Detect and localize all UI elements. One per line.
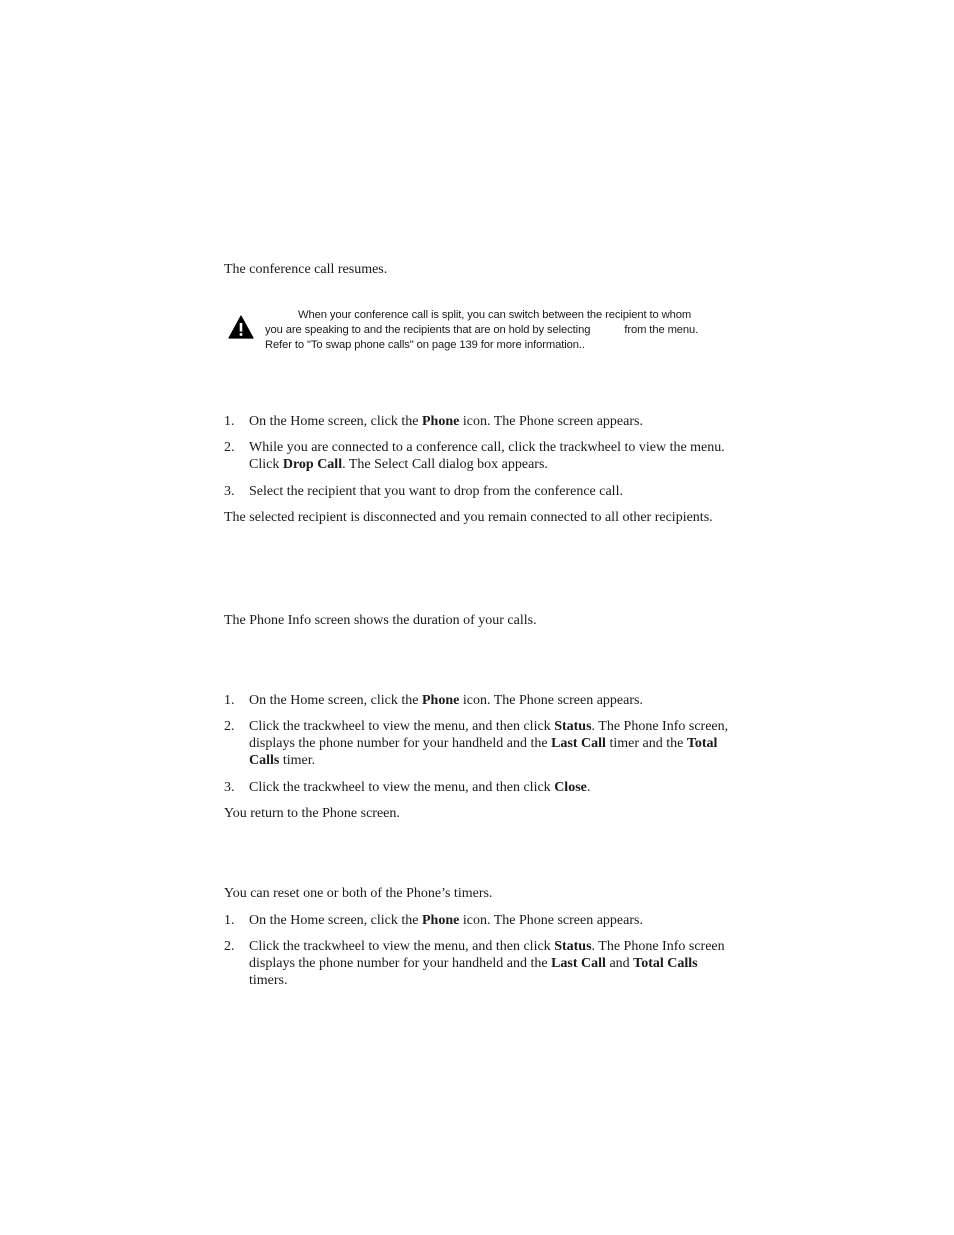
step-text-bold: Last Call [551, 736, 606, 751]
step-text-bold: Total Calls [249, 736, 718, 768]
step-text-part: and [605, 956, 634, 971]
step-text-part: Click the trackwheel to view the menu, and then click [249, 780, 555, 795]
step-text [249, 718, 734, 769]
step-number: 3. [224, 780, 235, 795]
note-line-2b: from the menu. [624, 324, 699, 336]
step-text-part: . The Select Call dialog box appears. [342, 457, 548, 472]
drop-result-text: The selected recipient is disconnected and you remain connected to all other recipients. [224, 510, 713, 525]
resumes-text: The conference call resumes. [224, 262, 388, 277]
step-text-bold: Status [554, 719, 592, 734]
step-number: 2. [224, 440, 235, 455]
note-line-3: Refer to "To swap phone calls" on page 139 for more information.. [265, 339, 585, 351]
step-text [249, 912, 734, 929]
step-text-part: . The Phone Info screen displays the phone number for your handheld and the [249, 939, 725, 971]
step-text-bold: Phone [422, 414, 460, 429]
step-text-part: On the Home screen, click the [249, 414, 422, 429]
warning-note [224, 308, 734, 356]
step-text-bold: Total Calls [633, 956, 698, 971]
info-intro-text: The Phone Info screen shows the duration of your calls. [224, 613, 537, 628]
step-text-bold: Close [554, 780, 587, 795]
reset-intro-text: You can reset one or both of the Phone’s timers. [224, 886, 493, 901]
note-line-1: When your conference call is split, you can switch between the recipient to whom [298, 309, 692, 321]
step-text-bold: Last Call [551, 956, 606, 971]
step-text-part: icon. The Phone screen appears. [459, 913, 643, 928]
step-text-part: timer and the [605, 736, 687, 751]
step-text-part: . The Phone Info screen, displays the phone number for your handheld and the [249, 719, 729, 751]
step-text-part: . [586, 780, 591, 795]
step-text-part: Click the trackwheel to view the menu, and then click [249, 939, 555, 954]
step-number: 3. [224, 484, 235, 499]
step-text [249, 938, 734, 989]
step-number: 1. [224, 693, 235, 708]
step-text-bold: Drop Call [282, 457, 343, 472]
step-number: 1. [224, 414, 235, 429]
step-number: 2. [224, 939, 235, 954]
step-text [249, 439, 734, 473]
step-text [249, 413, 734, 430]
step-text [249, 692, 734, 709]
step-number: 2. [224, 719, 235, 734]
step-text-bold: Status [554, 939, 592, 954]
status-result-text: You return to the Phone screen. [224, 806, 400, 821]
warning-icon [228, 315, 254, 339]
step-text-part: timers. [249, 973, 288, 988]
step-text-bold: Phone [422, 913, 460, 928]
step-text-part: icon. The Phone screen appears. [459, 693, 643, 708]
step-text-part: While you are connected to a conference call, click the trackwheel to view the menu. Click [249, 440, 725, 472]
step-text-part: On the Home screen, click the [249, 693, 422, 708]
note-line-2 [265, 323, 731, 338]
step-text [249, 779, 734, 796]
note-line-2a: you are speaking to and the recipients that are on hold by selecting [265, 324, 591, 336]
step-text-bold: Phone [422, 693, 460, 708]
step-text-part: On the Home screen, click the [249, 913, 422, 928]
note-text [265, 308, 731, 353]
step-text-part: Click the trackwheel to view the menu, and then click [249, 719, 555, 734]
step-text: Select the recipient that you want to drop from the conference call. [249, 484, 623, 499]
step-text-part: icon. The Phone screen appears. [459, 414, 643, 429]
step-number: 1. [224, 913, 235, 928]
step-text-part: timer. [279, 753, 316, 768]
